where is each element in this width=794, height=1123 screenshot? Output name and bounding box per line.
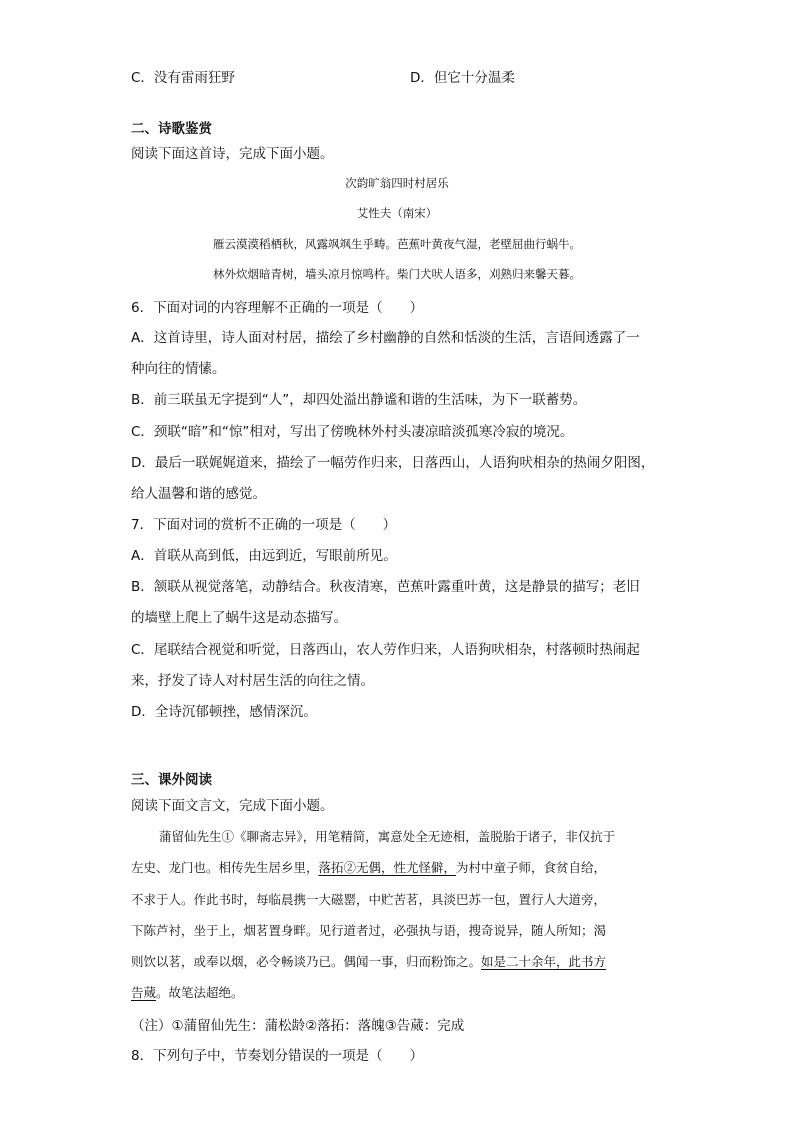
q6-option-a-cont: 种向往的情愫。 xyxy=(131,361,226,377)
section2-instruction: 阅读下面这首诗，完成下面小题。 xyxy=(131,146,334,162)
q7-stem: 7．下面对词的赏析不正确的一项是（ ） xyxy=(131,517,397,533)
underlined-phrase-1: 落拓②无偶，性尤怪僻， xyxy=(318,860,457,875)
classical-text-line-4: 下陈芦衬，坐于上，烟茗置身畔。见行道者过，必强执与语，搜奇说异，随人所知；渴 xyxy=(131,923,607,938)
poem-line-1: 雁云漠漠稻栖秋，风露飒飒生乎畴。芭蕉叶黄夜气湿，老壁屈曲行蜗牛。 xyxy=(213,237,581,251)
annotation-note: （注）①蒲留仙先生：蒲松龄②落拓：落魄③告蒇：完成 xyxy=(131,1018,465,1034)
poem-author: 艾性夫（南宋） xyxy=(356,206,438,220)
poem-title: 次韵旷翁四时村居乐 xyxy=(345,176,449,190)
q7-option-c-cont: 来，抒发了诗人对村居生活的向往之情。 xyxy=(131,673,374,689)
q6-option-d: D．最后一联娓娓道来，描绘了一幅劳作归来，日落西山，人语狗吠相杂的热闹夕阳图， xyxy=(131,455,655,471)
q6-option-d-cont: 给人温馨和谐的感觉。 xyxy=(131,486,266,502)
option-d-prev: D．但它十分温柔 xyxy=(410,70,515,86)
option-c-prev: C．没有雷雨狂野 xyxy=(131,70,235,86)
poem-line-2: 林外炊烟暗青树，墙头凉月惊鸣杵。柴门犬吠人语多，刈熟归来馨天暮。 xyxy=(213,267,581,281)
section3-instruction: 阅读下面文言文，完成下面小题。 xyxy=(131,798,334,814)
section2-heading: 二、诗歌鉴赏 xyxy=(131,121,212,137)
classical-text-line-1: 蒲留仙先生①《聊斋志异》，用笔精简，寓意处全无迹相，盖脱胎于诸子，非仅抗于 xyxy=(159,829,616,844)
classical-text-line-2: 左史、龙门也。相传先生居乡里，落拓②无偶，性尤怪僻，为村中童子师，食贫自给， xyxy=(131,860,607,875)
q6-option-b: B．前三联虽无字提到“人”，却四处溢出静谧和谐的生活味，为下一联蓄势。 xyxy=(131,392,587,408)
underlined-phrase-2-cont: 告蒇 xyxy=(131,985,157,1000)
q7-option-b: B．颔联从视觉落笔，动静结合。秋夜清寒，芭蕉叶露重叶黄，这是静景的描写；老旧 xyxy=(131,579,640,595)
q6-option-a: A．这首诗里，诗人面对村居，描绘了乡村幽静的自然和恬淡的生活，言语间透露了一 xyxy=(131,330,640,346)
q7-option-a: A．首联从高到低，由远到近，写眼前所见。 xyxy=(131,548,397,564)
q8-stem: 8．下列句子中，节奏划分错误的一项是（ ） xyxy=(131,1048,424,1064)
underlined-phrase-2: 如是二十余年，此书方 xyxy=(481,954,607,969)
q6-stem: 6．下面对词的内容理解不正确的一项是（ ） xyxy=(131,300,424,316)
section3-heading: 三、课外阅读 xyxy=(131,772,212,788)
q6-option-c: C．颈联“暗”和“惊”相对，写出了傍晚林外村头凄凉暗淡孤寒冷寂的境况。 xyxy=(131,424,574,440)
q7-option-b-cont: 的墙壁上爬上了蜗牛这是动态描写。 xyxy=(131,610,347,626)
classical-text-line-3: 不求于人。作此书时，每临晨携一大磁罂，中贮苦茗，具淡巴苏一包，置行人大道旁， xyxy=(131,892,607,907)
q7-option-c: C．尾联结合视觉和听觉，日落西山，农人劳作归来，人语狗吠相杂，村落顿时热闹起 xyxy=(131,642,640,658)
classical-text-line-6: 告蒇。故笔法超绝。 xyxy=(131,985,244,1000)
classical-text-line-5: 则饮以茗，或奉以烟，必令畅谈乃已。偶闻一事，归而粉饰之。如是二十余年，此书方 xyxy=(131,954,607,969)
q7-option-d: D．全诗沉郁顿挫，感情深沉。 xyxy=(131,704,317,720)
